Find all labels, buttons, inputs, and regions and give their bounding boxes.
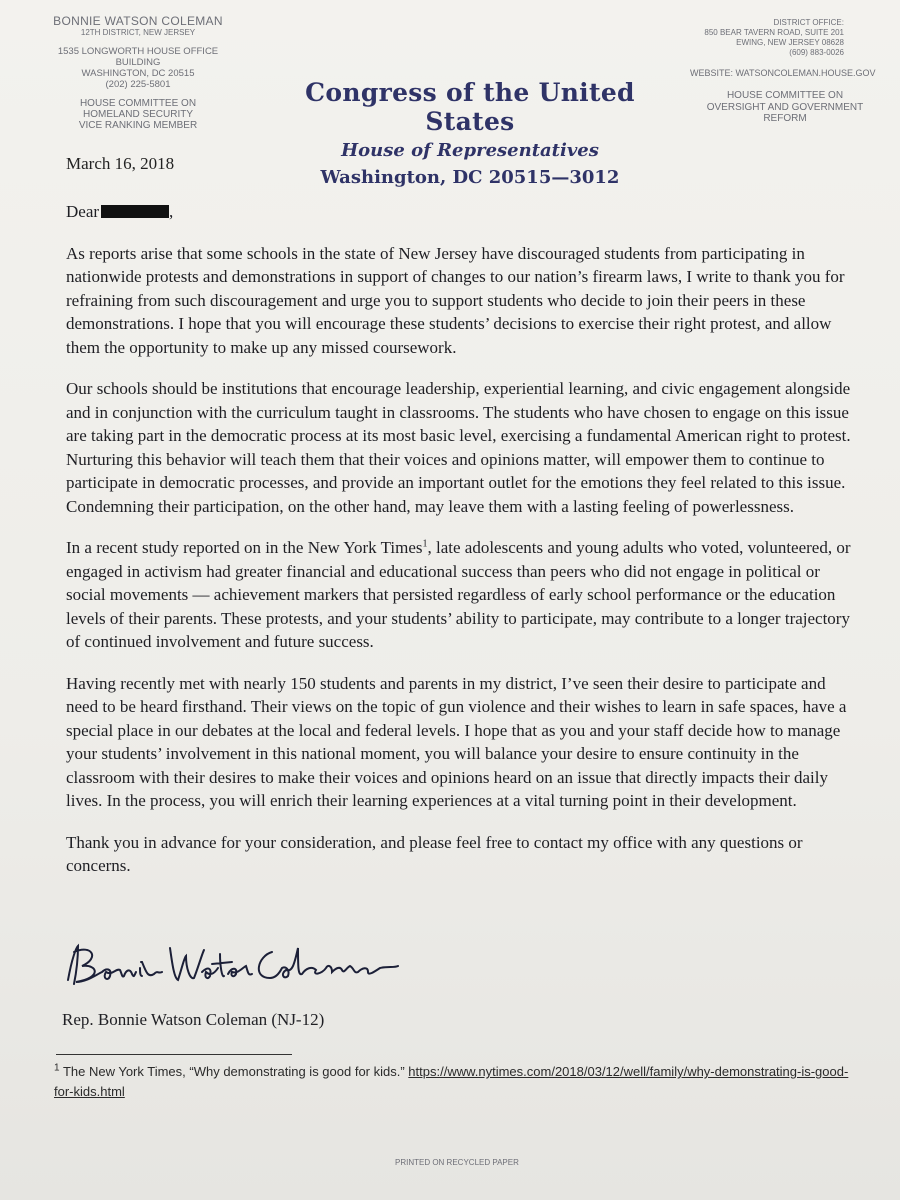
footnote-reference: 1: [422, 538, 428, 550]
dc-office-phone: (202) 225-5801: [105, 79, 171, 90]
letter-body: [66, 200, 856, 896]
dc-office-line: WASHINGTON, DC 20515: [81, 68, 195, 79]
house-title: House of Representatives: [341, 140, 599, 161]
committee-line: HOUSE COMMITTEE ON: [79, 98, 197, 109]
website-address: WEBSITE: WATSONCOLEMAN.HOUSE.GOV: [690, 68, 876, 78]
district-label: 12TH DISTRICT, NEW JERSEY: [80, 28, 196, 37]
committee-line: OVERSIGHT AND GOVERNMENT: [706, 101, 864, 113]
district-office-phone: (609) 883-0026: [789, 48, 844, 57]
paragraph-3: [66, 536, 856, 654]
letterhead-right: [690, 18, 900, 125]
dc-office-line: 1535 LONGWORTH HOUSE OFFICE BUILDING: [57, 46, 219, 68]
congress-letterhead-title: [270, 78, 670, 188]
district-office-line: EWING, NEW JERSEY 08628: [736, 38, 844, 47]
salutation-comma: ,: [169, 202, 174, 221]
district-office-line: 850 BEAR TAVERN ROAD, SUITE 201: [704, 28, 844, 37]
oversight-committee: [690, 90, 880, 125]
signature-image: [62, 938, 402, 998]
signoff-name: Rep. Bonnie Watson Coleman (NJ-12): [62, 1010, 325, 1029]
footnote-text: The New York Times, “Why demonstrating is good for kids.”: [59, 1064, 409, 1079]
representative-name: BONNIE WATSON COLEMAN: [53, 14, 223, 28]
paragraph-2: Our schools should be institutions that encourage leadership, experiential learning, and civic engagement alongside and in conjunction with the curriculum taught in classrooms. The students who have chosen to engage on this issue are taking part in the democratic process at its most basic level, exercising a fundamental American right to protest. Nurturing this behavior will teach them that their voices and opinions matter, will empower them to continue to participate in democratic processes, and provide an important outlet for the emotions they feel related to this issue. Condemning their participation, on the other hand, may leave them with a lasting feeling of powerlessness.: [66, 379, 851, 516]
footnote-link[interactable]: https://www.nytimes.com/2018/03/12/well/family/why-demonstrating-is-good-for-kids.html: [54, 1064, 849, 1099]
dc-office-address: [38, 46, 238, 90]
redacted-recipient-name: [101, 205, 169, 218]
committee-line: VICE RANKING MEMBER: [78, 120, 198, 131]
district-office-label: DISTRICT OFFICE:: [773, 18, 844, 27]
handwritten-signature: [62, 938, 402, 1003]
salutation-prefix: Dear: [66, 202, 100, 221]
printed-on-recycled-paper: PRINTED ON RECYCLED PAPER: [395, 1158, 519, 1167]
paragraph-5: Thank you in advance for your consideration, and please feel free to contact my office with any questions or concerns.: [66, 832, 803, 875]
letter-date: March 16, 2018: [66, 154, 175, 173]
paragraph-3-text: In a recent study reported on in the New York Times: [66, 538, 423, 557]
footnote: [54, 1062, 854, 1102]
committee-line: HOUSE COMMITTEE ON: [726, 90, 844, 101]
letterhead-left: [38, 14, 238, 131]
paragraph-3-text-cont: , late adolescents and young adults who voted, volunteered, or engaged in activism had greater financial and educational success than peers who did not engage in political or social movements — achievement markers that persisted regardless of early school performance or the education levels of their parents. These protests, and your students’ ability to participate, may contribute to a longer trajectory of continued involvement and future success.: [66, 538, 851, 651]
committee-line: HOMELAND SECURITY: [82, 109, 193, 120]
footnote-number: 1: [54, 1062, 60, 1074]
salutation: [66, 200, 856, 224]
homeland-security-committee: [38, 98, 238, 131]
congress-title: Congress of the United States: [305, 78, 635, 136]
paragraph-4: Having recently met with nearly 150 students and parents in my district, I’ve seen their desire to participate and need to be heard firsthand. Their views on the topic of gun violence and their wishes to learn in safe spaces, have a special place in our debates at the local and federal levels. I hope that as you and your staff decide how to manage your students’ involvement in this national moment, you will balance your desire to ensure continuity in the classroom with their desires to make their voices and opinions heard on an issue that directly impacts their daily lives. In the process, you will enrich their learning experiences at a vital turning point in their development.: [66, 673, 847, 810]
footnote-divider: [56, 1054, 292, 1055]
washington-address: Washington, DC 20515—3012: [320, 167, 620, 188]
committee-line: REFORM: [763, 113, 807, 124]
paragraph-1: As reports arise that some schools in the state of New Jersey have discouraged students from participating in nationwide protests and demonstrations in support of changes to our nation’s firearm laws, I write to thank you for refraining from such discouragement and urge you to support students who decide to join their peers in these demonstrations. I hope that you will encourage these students’ decisions to exercise their right protest, and allow them the opportunity to make up any missed coursework.: [66, 243, 845, 357]
